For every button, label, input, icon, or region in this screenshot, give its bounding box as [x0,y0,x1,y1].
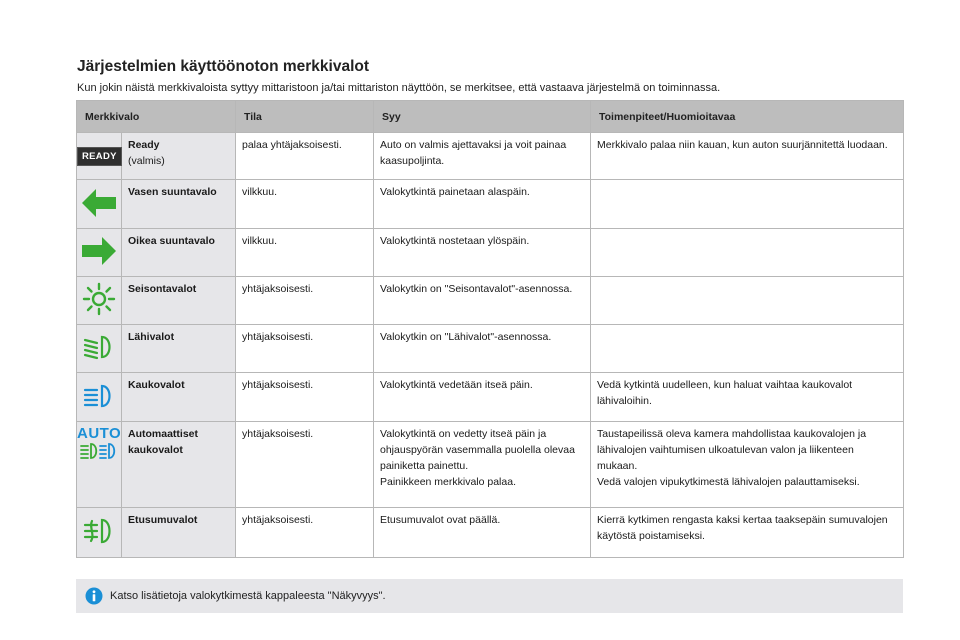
cause-cell: Valokytkin on "Seisontavalot"-asennossa. [374,277,591,325]
sidelights-icon [82,282,116,316]
indicator-name: Lähivalot [122,325,236,373]
cause-cell: Auto on valmis ajettavaksi ja voit painaa kaasupoljinta. [374,133,591,180]
indicator-name: Vasen suuntavalo [122,180,236,229]
dipped-beam-icon [82,334,116,360]
state-cell: vilkkuu. [236,229,374,277]
auto-headlights-icon: AUTO [77,426,121,463]
action-cell [591,325,904,373]
icon-cell [77,229,122,277]
state-cell: yhtäjaksoisesti. [236,325,374,373]
action-cell: Kierrä kytkimen rengasta kaksi kertaa taaksepäin sumuvalojen käytöstä poistamiseksi. [591,508,904,558]
cause-cell: Etusumuvalot ovat päällä. [374,508,591,558]
table-row [77,133,904,180]
cause-cell: Valokytkintä painetaan alaspäin. [374,180,591,229]
icon-cell [77,325,122,373]
header-state: Tila [236,101,374,133]
action-cell: Merkkivalo palaa niin kauan, kun auton suurjännitettä luodaan. [591,133,904,180]
table-row [77,229,904,277]
icon-cell [77,508,122,558]
state-cell: vilkkuu. [236,180,374,229]
icon-cell [77,277,122,325]
header-action: Toimenpiteet/Huomioitavaa [591,101,904,133]
cause-cell: Valokytkintä on vedetty itseä päin ja ohjauspyörän vasemmalla puolella olevaa painiketta painettu. Painikkeen merkkivalo palaa. [374,422,591,508]
state-cell: palaa yhtäjaksoisesti. [236,133,374,180]
main-beam-icon [82,383,116,409]
ready-badge-icon: READY [77,147,122,166]
info-note [76,579,903,613]
state-cell: yhtäjaksoisesti. [236,508,374,558]
page-title: Järjestelmien käyttöönoton merkkivalot [77,58,370,75]
table-row [77,277,904,325]
intro-text: Kun jokin näistä merkkivaloista syttyy mittaristoon ja/tai mittariston näyttöön, se merkitsee, että vastaava järjestelmä on toiminnassa. [77,82,721,94]
indicator-name: Kaukovalot [122,373,236,422]
cause-cell: Valokytkintä nostetaan ylöspäin. [374,229,591,277]
front-fog-icon [82,517,116,545]
left-arrow-icon [82,189,116,217]
icon-cell [77,180,122,229]
cause-cell: Valokytkin on "Lähivalot"-asennossa. [374,325,591,373]
indicator-name: Ready (valmis) [122,133,236,180]
icon-cell [77,373,122,422]
header-indicator: Merkkivalo [77,101,236,133]
indicator-name: Seisontavalot [122,277,236,325]
info-note-text: Katso lisätietoja valokytkimestä kappaleesta "Näkyvyys". [110,590,386,602]
table-header-row [77,101,904,133]
action-cell [591,277,904,325]
info-icon [85,587,103,605]
table-row [77,373,904,422]
table-row [77,180,904,229]
state-cell: yhtäjaksoisesti. [236,373,374,422]
action-cell [591,180,904,229]
state-cell: yhtäjaksoisesti. [236,277,374,325]
table-row [77,422,904,508]
table-row [77,325,904,373]
indicator-name: Etusumuvalot [122,508,236,558]
right-arrow-icon [82,237,116,265]
indicator-table [76,100,904,558]
indicator-name: Oikea suuntavalo [122,229,236,277]
header-cause: Syy [374,101,591,133]
cause-cell: Valokytkintä vedetään itseä päin. [374,373,591,422]
icon-cell [77,422,122,508]
table-row [77,508,904,558]
indicator-name: Automaattiset kaukovalot [122,422,236,508]
action-cell [591,229,904,277]
icon-cell [77,133,122,180]
state-cell: yhtäjaksoisesti. [236,422,374,508]
action-cell: Vedä kytkintä uudelleen, kun haluat vaihtaa kaukovalot lähivaloihin. [591,373,904,422]
action-cell: Taustapeilissä oleva kamera mahdollistaa kaukovalojen ja lähivalojen vaihtumisen ulkoatulevan valon ja liikenteen mukaan. Vedä valojen vipukytkimestä lähivalojen palauttamiseksi. [591,422,904,508]
